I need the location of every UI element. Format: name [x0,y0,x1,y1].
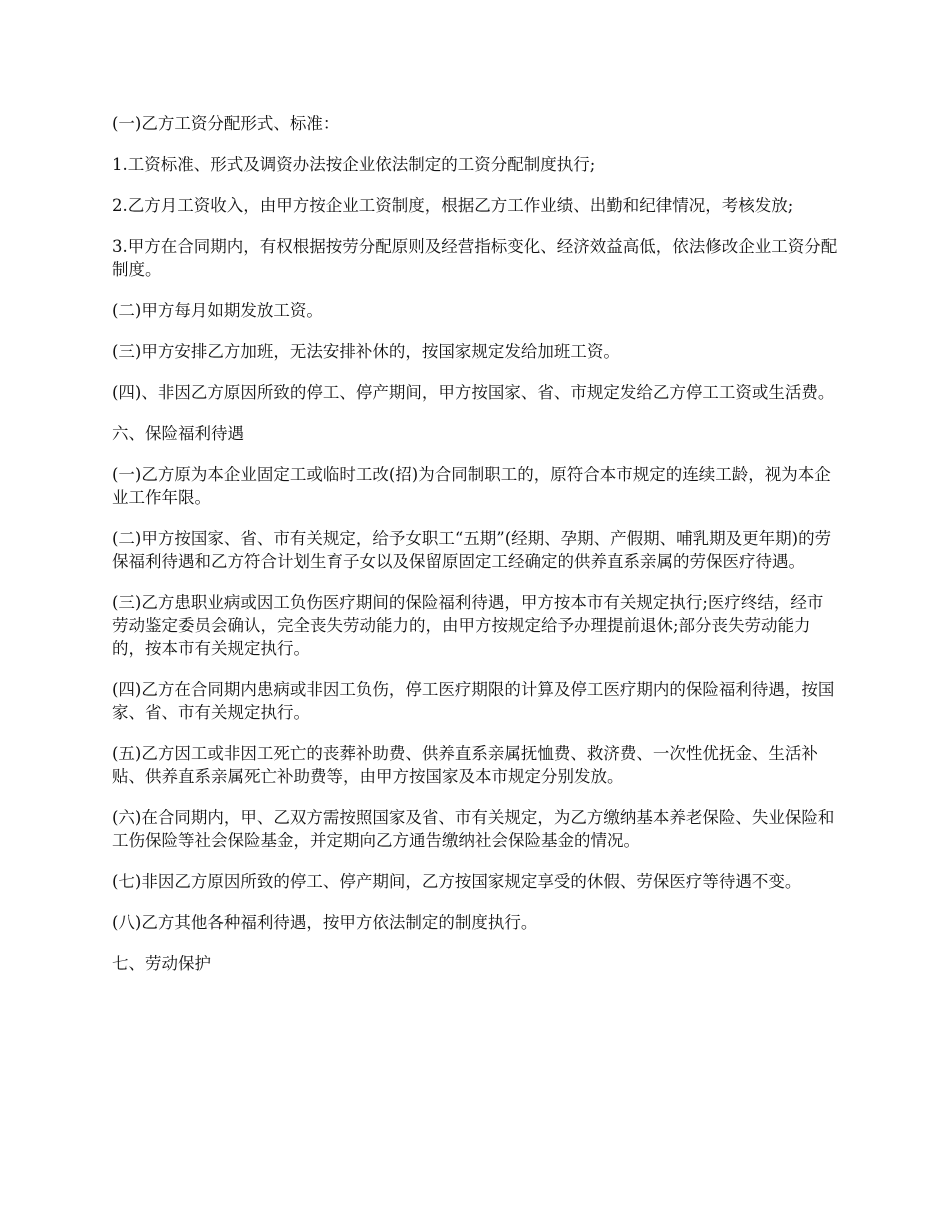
paragraph-monthly-payment: (二)甲方每月如期发放工资。 [112,301,323,320]
paragraph-overtime: (三)甲方安排乙方加班，无法安排补休的，按国家规定发给加班工资。 [112,342,620,361]
paragraph-female-benefits: (二)甲方按国家、省、市有关规定，给予女职工“五期”(经期、孕期、产假期、哺乳期及更年期)的劳保福利待遇和乙方符合计划生育子女以及保留原固定工经确定的供养直系亲属的劳保医疗待遇。 [112,529,832,571]
paragraph-illness: (四)乙方在合同期内患病或非因工负伤，停工医疗期限的计算及停工医疗期内的保险福利待遇，按国家、省、市有关规定执行。 [112,680,835,722]
paragraph-wage-standard: 1.工资标准、形式及调资办法按企业依法制定的工资分配制度执行; [112,155,596,174]
section-heading-insurance: 六、保险福利待遇 [112,424,244,443]
document-page [112,112,838,993]
section-heading-labor-protection: 七、劳动保护 [112,954,211,973]
paragraph-monthly-income: 2.乙方月工资收入，由甲方按企业工资制度，根据乙方工作业绩、出勤和纪律情况，考核发放; [112,196,794,215]
paragraph-death-benefits: (五)乙方因工或非因工死亡的丧葬补助费、供养直系亲属抚恤费、救济费、一次性优抚金、生活补贴、供养直系亲属死亡补助费等，由甲方按国家及本市规定分别发放。 [112,744,818,786]
paragraph-social-insurance: (六)在合同期内，甲、乙双方需按照国家及省、市有关规定，为乙方缴纳基本养老保险、失业保险和工伤保险等社会保险基金，并定期向乙方通告缴纳社会保险基金的情况。 [112,808,835,850]
paragraph-other-benefits: (八)乙方其他各种福利待遇，按甲方依法制定的制度执行。 [112,913,538,932]
paragraph-stoppage-wage: (四)、非因乙方原因所致的停工、停产期间，甲方按国家、省、市规定发给乙方停工工资或生活费。 [112,383,835,402]
paragraph-occupational-disease: (三)乙方患职业病或因工负伤医疗期间的保险福利待遇，甲方按本市有关规定执行;医疗终结，经市劳动鉴定委员会确认，完全丧失劳动能力的，由甲方按规定给予办理提前退休;部分丧失劳动能力的，按本市有关规定执行。 [112,593,824,658]
paragraph-stoppage-benefits: (七)非因乙方原因所致的停工、停产期间，乙方按国家规定享受的休假、劳保医疗等待遇不变。 [112,872,802,891]
paragraph-seniority: (一)乙方原为本企业固定工或临时工改(招)为合同制职工的，原符合本市规定的连续工龄，视为本企业工作年限。 [112,465,831,507]
paragraph-modify-system: 3.甲方在合同期内，有权根据按劳分配原则及经营指标变化、经济效益高低，依法修改企业工资分配制度。 [112,237,838,279]
paragraph-wage-form: (一)乙方工资分配形式、标准： [112,114,340,133]
